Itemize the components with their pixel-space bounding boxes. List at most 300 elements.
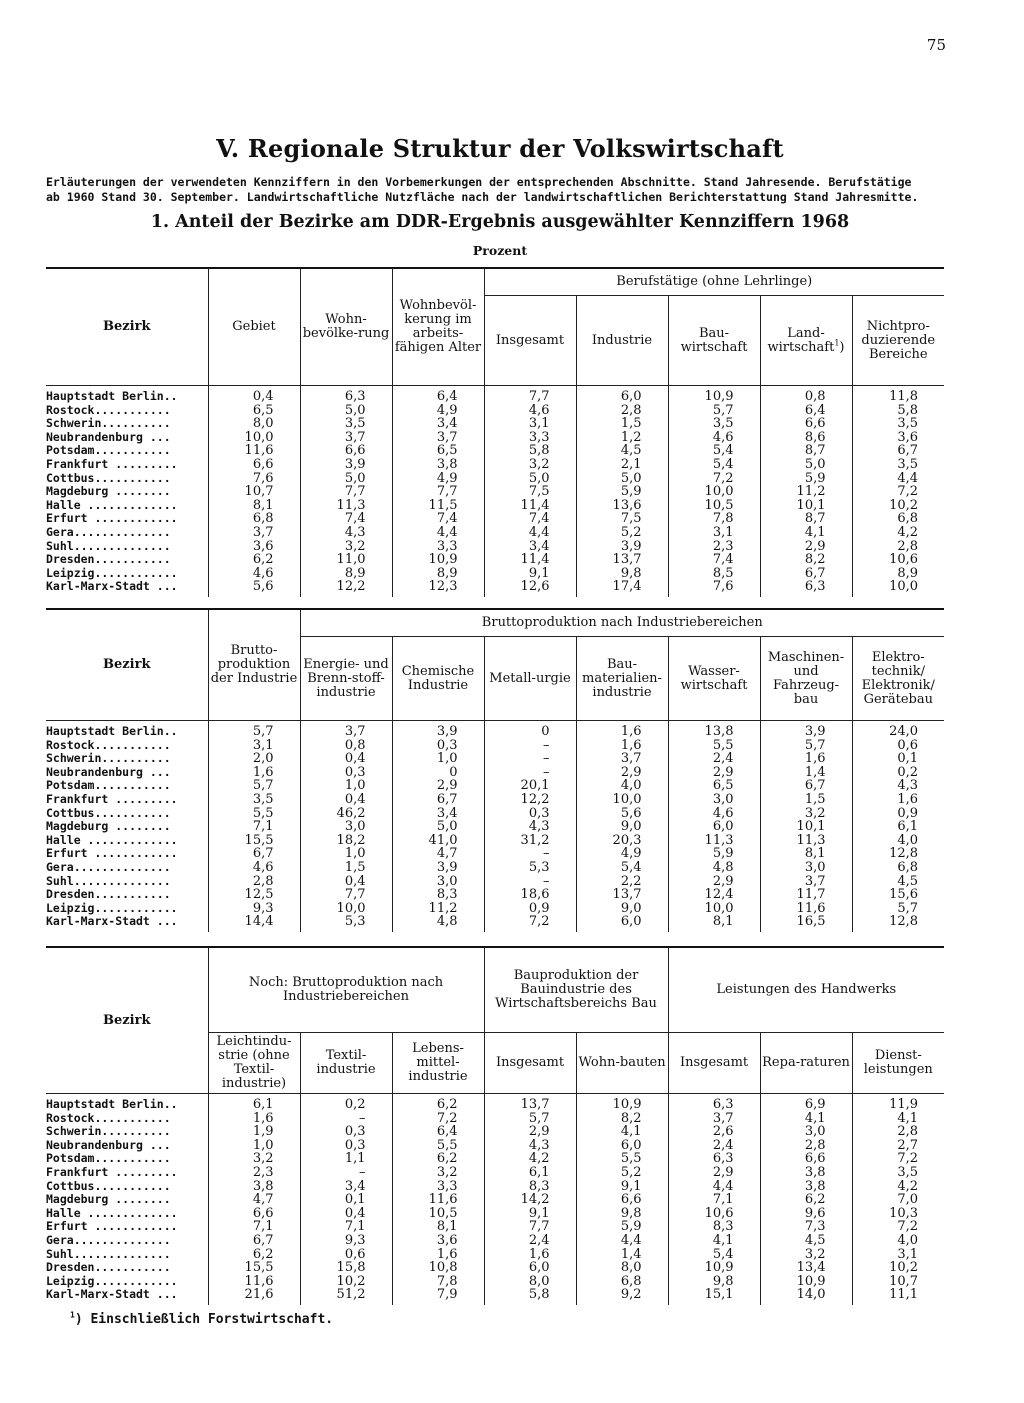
table-cell: 6,4 — [760, 404, 852, 418]
table-cell: 3,8 — [208, 1180, 300, 1194]
table-cell: 5,2 — [576, 526, 668, 540]
table-cell: 4,0 — [576, 779, 668, 793]
district-name: Potsdam........... — [46, 1151, 171, 1166]
table-cell: 5,4 — [668, 458, 760, 472]
table-cell: 11,8 — [852, 386, 944, 404]
district-name: Potsdam........... — [46, 443, 171, 458]
district-name: Neubrandenburg ... — [46, 764, 171, 779]
footnote-text: ) Einschließlich Forstwirtschaft. — [74, 1312, 334, 1327]
table-cell: 6,6 — [760, 417, 852, 431]
table-cell: 5,7 — [484, 1112, 576, 1126]
unit-label: Prozent — [472, 243, 528, 258]
table-cell: 3,7 — [576, 752, 668, 766]
table-cell: 2,4 — [668, 1139, 760, 1153]
table-cell: 8,0 — [208, 417, 300, 431]
footnote-marker: 1 — [70, 1310, 75, 1320]
header-col: Bau-materialien-industrie — [576, 637, 668, 721]
table-row — [46, 861, 944, 875]
table-row — [46, 553, 944, 567]
table-cell: 4,0 — [852, 1234, 944, 1248]
header-group: Leistungen des Handwerks — [668, 947, 944, 1033]
district-name: Schwerin.......... — [46, 751, 171, 766]
table-cell: 3,8 — [760, 1166, 852, 1180]
table-cell: 5,3 — [300, 915, 392, 932]
table-cell: 0,8 — [760, 386, 852, 404]
table-cell: 2,9 — [576, 766, 668, 780]
table-cell: 7,8 — [392, 1275, 484, 1289]
table-cell: 5,0 — [576, 472, 668, 486]
table-cell: 5,8 — [484, 1288, 576, 1305]
table-cell: 10,9 — [668, 1261, 760, 1275]
table-row — [46, 431, 944, 445]
header-col: Wasser-wirtschaft — [668, 637, 760, 721]
table-cell: 10,0 — [576, 793, 668, 807]
table-cell: 5,7 — [760, 739, 852, 753]
table-cell: 0,4 — [300, 752, 392, 766]
district-name: Dresden........... — [46, 552, 171, 567]
table-row — [46, 793, 944, 807]
table-cell: 10,9 — [576, 1094, 668, 1112]
table-cell: 2,0 — [208, 752, 300, 766]
table-cell: 5,8 — [484, 444, 576, 458]
table-cell: 7,1 — [208, 820, 300, 834]
district-name: Magdeburg ........ — [46, 1192, 171, 1207]
table-cell: 3,0 — [392, 875, 484, 889]
district-name: Rostock........... — [46, 402, 171, 417]
table-cell: 4,1 — [852, 1112, 944, 1126]
table-cell: 3,2 — [760, 807, 852, 821]
table-cell: 4,2 — [852, 526, 944, 540]
table-row — [46, 888, 944, 902]
header-col: Lebens-mittel-industrie — [392, 1033, 484, 1094]
table-cell: 5,7 — [668, 404, 760, 418]
district-name: Gera.............. — [46, 524, 171, 539]
table-cell: 11,6 — [760, 902, 852, 916]
district-name: Leipzig............ — [46, 565, 178, 580]
table-cell: 3,4 — [484, 540, 576, 554]
header-col: Insgesamt — [484, 1033, 576, 1094]
table-cell: 3,2 — [484, 458, 576, 472]
table-cell: 1,0 — [392, 752, 484, 766]
table-cell: 5,5 — [576, 1152, 668, 1166]
header-col: Metall-urgie — [484, 637, 576, 721]
district-name: Cottbus........... — [46, 1178, 171, 1193]
table-cell: 3,5 — [852, 458, 944, 472]
header-group: Bruttoproduktion nach Industriebereichen — [300, 609, 944, 637]
table-cell: 11,9 — [852, 1094, 944, 1112]
table-cell: 5,9 — [760, 472, 852, 486]
table-cell: 24,0 — [852, 721, 944, 739]
table-row — [46, 1275, 944, 1289]
table-cell: 6,8 — [208, 512, 300, 526]
table-title: 1. Anteil der Bezirke am DDR-Ergebnis ausgewählter Kennziffern 1968 — [150, 212, 850, 232]
district-name: Suhl.............. — [46, 538, 171, 553]
table-cell: 4,5 — [576, 444, 668, 458]
table-cell: 8,7 — [760, 512, 852, 526]
header-col: Wohn-bauten — [576, 1033, 668, 1094]
table-row — [46, 1193, 944, 1207]
header-col-label: Land-wirtschaft — [767, 325, 835, 355]
table-cell: 3,9 — [760, 721, 852, 739]
table-cell: 2,7 — [852, 1139, 944, 1153]
table-cell: 1,5 — [576, 417, 668, 431]
table-cell: 10,0 — [668, 902, 760, 916]
table-cell: – — [484, 739, 576, 753]
table-cell: 1,6 — [576, 739, 668, 753]
intro-line-1: Erläuterungen der verwendeten Kennziffern in den Vorbemerkungen der entsprechenden Abschnitte. Stand Jahresende. Berufstätige — [46, 175, 912, 189]
table-cell: 9,8 — [576, 567, 668, 581]
table-cell: 6,7 — [208, 847, 300, 861]
table-cell: 7,4 — [668, 553, 760, 567]
district-name: Dresden........... — [46, 887, 171, 902]
table-cell: 6,8 — [576, 1275, 668, 1289]
table-cell: 6,1 — [484, 1166, 576, 1180]
table-cell: 3,7 — [392, 431, 484, 445]
table-row — [46, 512, 944, 526]
header-col: Elektro-technik/ Elektronik/ Gerätebau — [852, 637, 944, 721]
district-name: Leipzig............ — [46, 900, 178, 915]
table-cell: 0,4 — [300, 875, 392, 889]
table-cell: 4,4 — [484, 526, 576, 540]
table-cell: 10,9 — [392, 553, 484, 567]
table-cell: 5,7 — [852, 902, 944, 916]
header-col: Maschinen- und Fahrzeug-bau — [760, 637, 852, 721]
table-cell: 7,7 — [300, 888, 392, 902]
table-row — [46, 485, 944, 499]
table-cell: 3,4 — [392, 807, 484, 821]
table-cell: 15,6 — [852, 888, 944, 902]
header-col: Repa-raturen — [760, 1033, 852, 1094]
table-cell: 7,2 — [484, 915, 576, 932]
table-row — [46, 875, 944, 889]
district-name: Cottbus........... — [46, 805, 171, 820]
table-cell: 31,2 — [484, 834, 576, 848]
table-cell: 13,8 — [668, 721, 760, 739]
table-cell: 4,2 — [852, 1180, 944, 1194]
table-cell: 4,6 — [208, 861, 300, 875]
table-cell: 11,7 — [760, 888, 852, 902]
table-cell: 1,4 — [760, 766, 852, 780]
table-cell: 0 — [484, 721, 576, 739]
table-cell: 6,2 — [392, 1152, 484, 1166]
table-cell: 3,1 — [668, 526, 760, 540]
table-cell: 6,3 — [668, 1094, 760, 1112]
table-cell: 5,5 — [208, 807, 300, 821]
table-row — [46, 1139, 944, 1153]
table-row — [46, 540, 944, 554]
table-cell: 7,9 — [392, 1288, 484, 1305]
table-row — [46, 499, 944, 513]
table-cell: 11,6 — [208, 444, 300, 458]
table-cell: 15,8 — [300, 1261, 392, 1275]
table-cell: 1,4 — [576, 1248, 668, 1262]
table-cell: 3,1 — [208, 739, 300, 753]
table-row — [46, 1166, 944, 1180]
table-cell: 2,9 — [484, 1125, 576, 1139]
table-cell: 5,9 — [576, 1220, 668, 1234]
district-name: Rostock........... — [46, 1110, 171, 1125]
table-cell: 1,2 — [576, 431, 668, 445]
table-row — [46, 404, 944, 418]
table-cell: 3,4 — [300, 1180, 392, 1194]
table-cell: 0,4 — [208, 386, 300, 404]
header-col: Bau-wirtschaft — [668, 296, 760, 386]
page-title: V. Regionale Struktur der Volkswirtschaft — [216, 134, 784, 163]
table-cell: 3,5 — [668, 417, 760, 431]
intro-line-2: ab 1960 Stand 30. September. Landwirtschaftliche Nutzfläche nach der landwirtschaftlichen Berichterstattung Stand Jahresmitte. — [46, 190, 919, 204]
table-cell: 10,1 — [760, 499, 852, 513]
table-cell: 12,8 — [852, 847, 944, 861]
table-cell: 14,0 — [760, 1288, 852, 1305]
table-row — [46, 1261, 944, 1275]
table-cell: 6,7 — [392, 793, 484, 807]
table-cell: – — [484, 847, 576, 861]
table-cell: 9,1 — [576, 1180, 668, 1194]
table-cell: 2,8 — [852, 540, 944, 554]
table-cell: 3,9 — [392, 861, 484, 875]
table-cell: 3,3 — [392, 1180, 484, 1194]
table-cell: 8,1 — [668, 915, 760, 932]
table-cell: 1,6 — [576, 721, 668, 739]
table-cell: 8,7 — [760, 444, 852, 458]
table-cell: 7,7 — [484, 1220, 576, 1234]
table-cell: 15,5 — [208, 1261, 300, 1275]
table-cell: 6,0 — [576, 1139, 668, 1153]
table-cell: 5,9 — [668, 847, 760, 861]
table-cell: 6,1 — [208, 1094, 300, 1112]
table-cell: 2,6 — [668, 1125, 760, 1139]
district-name: Erfurt ............ — [46, 1219, 178, 1234]
table-cell: 10,5 — [668, 499, 760, 513]
table-cell: 7,1 — [208, 1220, 300, 1234]
table-cell: 3,7 — [208, 526, 300, 540]
table-cell: 6,1 — [852, 820, 944, 834]
table-cell: 2,8 — [576, 404, 668, 418]
table-cell: 9,1 — [484, 1207, 576, 1221]
table-row — [46, 458, 944, 472]
table-cell: 4,3 — [484, 1139, 576, 1153]
table-cell: 0,3 — [392, 739, 484, 753]
table-cell: 6,9 — [760, 1094, 852, 1112]
table-cell: 12,2 — [484, 793, 576, 807]
district-name: Schwerin.......... — [46, 416, 171, 431]
table-cell: 9,6 — [760, 1207, 852, 1221]
table-cell: 4,0 — [852, 834, 944, 848]
header-col: Land-wirtschaft$^1$) — [760, 296, 852, 386]
table-cell: 3,8 — [760, 1180, 852, 1194]
table-cell: 7,2 — [852, 1152, 944, 1166]
table-cell: 13,7 — [576, 553, 668, 567]
table-cell: – — [484, 752, 576, 766]
table-cell: 10,6 — [852, 553, 944, 567]
table-cell: 3,9 — [576, 540, 668, 554]
table-cell: 3,9 — [392, 721, 484, 739]
table-cell: 4,3 — [300, 526, 392, 540]
table-block-bruttoproduktion — [46, 608, 944, 932]
table-cell: 11,3 — [760, 834, 852, 848]
table-cell: 7,4 — [484, 512, 576, 526]
table-cell: 6,6 — [208, 1207, 300, 1221]
table-cell: 11,4 — [484, 499, 576, 513]
table-cell: 12,6 — [484, 580, 576, 597]
table-row — [46, 1234, 944, 1248]
table-cell: 4,9 — [392, 472, 484, 486]
table-cell: 2,9 — [668, 766, 760, 780]
table-cell: 6,0 — [668, 820, 760, 834]
header-col: Energie- und Brenn-stoff-industrie — [300, 637, 392, 721]
table-row — [46, 766, 944, 780]
table-cell: 4,3 — [852, 779, 944, 793]
header-bezirk: Bezirk — [46, 268, 208, 386]
table-row — [46, 1125, 944, 1139]
table-cell: 5,4 — [668, 444, 760, 458]
table-cell: 6,3 — [760, 580, 852, 597]
table-cell: 6,8 — [852, 512, 944, 526]
table-cell: 11,0 — [300, 553, 392, 567]
table-cell: 12,8 — [852, 915, 944, 932]
table-cell: 4,7 — [208, 1193, 300, 1207]
table-cell: 4,3 — [484, 820, 576, 834]
district-name: Hauptstadt Berlin.. — [46, 1097, 178, 1111]
header-group: Berufstätige (ohne Lehrlinge) — [484, 268, 944, 296]
table-cell: 8,3 — [392, 888, 484, 902]
footnote-marker: 1 — [834, 338, 840, 348]
table-cell: 7,5 — [576, 512, 668, 526]
table-cell: 6,5 — [668, 779, 760, 793]
table-row — [46, 834, 944, 848]
table-cell: 10,8 — [392, 1261, 484, 1275]
table-cell: 8,3 — [668, 1220, 760, 1234]
table-row — [46, 915, 944, 932]
table-cell: 3,6 — [208, 540, 300, 554]
district-name: Karl-Marx-Stadt ... — [46, 914, 178, 929]
header-col: Insgesamt — [484, 296, 576, 386]
table-cell: 2,1 — [576, 458, 668, 472]
table-cell: 7,6 — [208, 472, 300, 486]
table-cell: 9,1 — [484, 567, 576, 581]
intro-text — [46, 175, 946, 205]
table-cell: 11,5 — [392, 499, 484, 513]
table-cell: 3,0 — [300, 820, 392, 834]
table-cell: 15,5 — [208, 834, 300, 848]
table-cell: 4,4 — [576, 1234, 668, 1248]
table-cell: 5,5 — [668, 739, 760, 753]
table-cell: 3,2 — [300, 540, 392, 554]
table-cell: 0,6 — [852, 739, 944, 753]
table-cell: 3,6 — [852, 431, 944, 445]
table-cell: 11,6 — [208, 1275, 300, 1289]
table-cell: 4,6 — [484, 404, 576, 418]
district-name: Leipzig............ — [46, 1273, 178, 1288]
table-cell: 4,1 — [576, 1125, 668, 1139]
table-row — [46, 1180, 944, 1194]
table-cell: 5,0 — [300, 472, 392, 486]
table-cell: 3,4 — [392, 417, 484, 431]
table-cell: 8,9 — [300, 567, 392, 581]
table-cell: 2,9 — [760, 540, 852, 554]
table-cell: 6,3 — [668, 1152, 760, 1166]
table-cell: 6,5 — [208, 404, 300, 418]
table-cell: 5,5 — [392, 1139, 484, 1153]
table-cell: – — [484, 766, 576, 780]
table-cell: 3,2 — [392, 1166, 484, 1180]
table-cell: 3,0 — [668, 793, 760, 807]
table-row — [46, 1248, 944, 1262]
table-cell: 1,5 — [760, 793, 852, 807]
table-cell: 12,2 — [300, 580, 392, 597]
table-cell: 5,0 — [300, 404, 392, 418]
table-cell: 10,7 — [852, 1275, 944, 1289]
table-cell: 9,2 — [576, 1288, 668, 1305]
header-col: Insgesamt — [668, 1033, 760, 1094]
district-name: Suhl.............. — [46, 1246, 171, 1261]
table-cell: 3,2 — [760, 1248, 852, 1262]
footnote — [70, 1312, 333, 1327]
table-row — [46, 580, 944, 597]
table-cell: 0,8 — [300, 739, 392, 753]
table-cell: 7,0 — [852, 1193, 944, 1207]
table-cell: 3,3 — [392, 540, 484, 554]
table-cell: 8,1 — [208, 499, 300, 513]
district-name: Schwerin.......... — [46, 1124, 171, 1139]
table-cell: 18,2 — [300, 834, 392, 848]
table-cell: 4,4 — [392, 526, 484, 540]
table-cell: 7,7 — [300, 485, 392, 499]
table-cell: 8,6 — [760, 431, 852, 445]
table-block-berufstaetige — [46, 267, 944, 597]
table-cell: 1,1 — [300, 1152, 392, 1166]
table-cell: 13,7 — [484, 1094, 576, 1112]
table-cell: 3,2 — [208, 1152, 300, 1166]
header-col: Chemische Industrie — [392, 637, 484, 721]
table-cell: 6,5 — [392, 444, 484, 458]
district-name: Hauptstadt Berlin.. — [46, 389, 178, 403]
table-cell: 5,2 — [576, 1166, 668, 1180]
table-cell: 0,1 — [852, 752, 944, 766]
table-cell: 8,2 — [760, 553, 852, 567]
table-cell: 10,9 — [760, 1275, 852, 1289]
table-cell: 10,0 — [208, 431, 300, 445]
table-cell: 4,6 — [668, 807, 760, 821]
table-cell: 6,4 — [392, 1125, 484, 1139]
table-cell: 4,1 — [668, 1234, 760, 1248]
table-cell: 20,1 — [484, 779, 576, 793]
table-cell: 10,2 — [852, 499, 944, 513]
table-row — [46, 752, 944, 766]
table-cell: 8,5 — [668, 567, 760, 581]
table-cell: 4,6 — [668, 431, 760, 445]
table-cell: 12,5 — [208, 888, 300, 902]
header-group: Bauproduktion der Bauindustrie des Wirtschaftsbereichs Bau — [484, 947, 668, 1033]
table-cell: 46,2 — [300, 807, 392, 821]
table-cell: 5,0 — [760, 458, 852, 472]
table-cell: 10,0 — [668, 485, 760, 499]
header-col: Brutto-produktion der Industrie — [208, 609, 300, 721]
table-cell: 4,7 — [392, 847, 484, 861]
table-cell: 6,6 — [300, 444, 392, 458]
table-cell: 6,6 — [208, 458, 300, 472]
table-cell: 16,5 — [760, 915, 852, 932]
district-name: Karl-Marx-Stadt ... — [46, 579, 178, 594]
table-cell: 7,3 — [760, 1220, 852, 1234]
table-cell: 5,0 — [484, 472, 576, 486]
table-cell: 10,6 — [668, 1207, 760, 1221]
table-cell: 8,0 — [484, 1275, 576, 1289]
table-cell: 4,4 — [668, 1180, 760, 1194]
table-cell: 7,1 — [300, 1220, 392, 1234]
district-name: Rostock........... — [46, 737, 171, 752]
table-cell: 5,4 — [668, 1248, 760, 1262]
